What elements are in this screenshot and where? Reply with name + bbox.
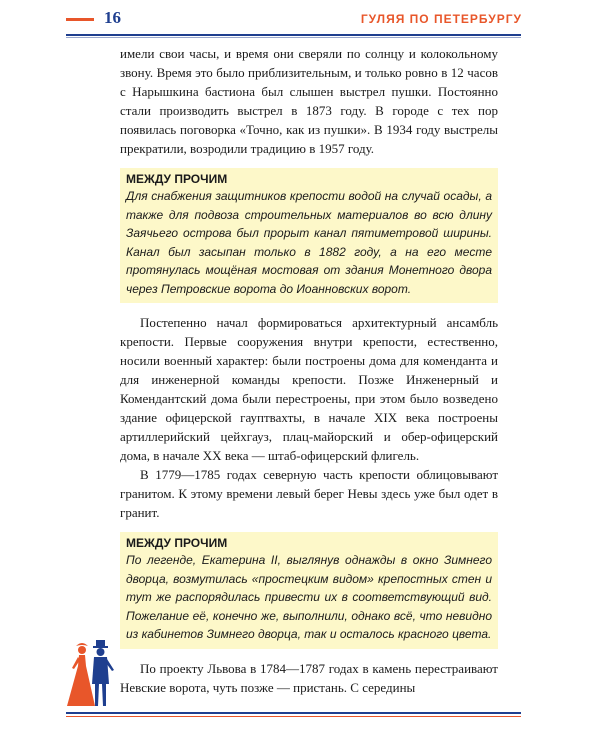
- callout-box-2: [120, 532, 498, 649]
- paragraph-4: По проекту Львова в 1784—1787 годах в камень перестраивают Невские ворота, чуть позже — пристань. С середины: [120, 660, 498, 695]
- callout-text: По легенде, Екатерина II, выглянув однажды в окно Зимнего дворца, возмутилась «простецким видом» крепостных стен и тут же распорядилась привести их в соответствующий вид. Пожелание её, конечно же, выполнили, однако всё, что невидно из кабинетов Зимнего дворца, так и осталось красного цвета.: [126, 553, 492, 641]
- callout-title: МЕЖДУ ПРОЧИМ: [126, 536, 228, 550]
- paragraph-1: имели свои часы, и время они сверяли по солнцу и колокольному звону. Время это было приблизительным, и только ровно в 12 часов с Нарышкина бастиона был слышен выстрел пушки. Постоянно стали производить выстрел в 1873 году. В городе с тех пор появилась поговорка «Точно, как из пушки». В 1934 году выстрелы прекратили, возродили традицию в 1957 году.: [120, 46, 498, 156]
- callout-text: Для снабжения защитников крепости водой на случай осады, а также для подвоза строительных материалов во всю длину Заячьего острова был прорыт канал пятиметровой ширины. Канал был засыпан только в 1882 году, а на его месте протянулась мощёная мостовая от здания Монетного двора через Петровские ворота до Иоанновских ворот.: [126, 189, 492, 296]
- header-rule: [66, 34, 521, 36]
- footer-rule-accent: [66, 716, 521, 717]
- callout-box-1: [120, 168, 498, 303]
- callout-title: МЕЖДУ ПРОЧИМ: [126, 172, 228, 186]
- couple-silhouette-icon: [62, 640, 122, 708]
- header-accent-bar: [66, 18, 94, 21]
- paragraph-3: В 1779—1785 годах северную часть крепости облицовывают гранитом. К этому времени левый берег Невы здесь уже был одет в гранит.: [120, 467, 498, 520]
- page-number: 16: [104, 8, 121, 27]
- running-title: ГУЛЯЯ ПО ПЕТЕРБУРГУ: [360, 12, 522, 26]
- page-body: [120, 44, 498, 697]
- paragraph-2: Постепенно начал формироваться архитектурный ансамбль крепости. Первые сооружения внутри крепости, естественно, носили военный характер: были построены дома для коменданта и для инженерной команды крепости. Позже Инженерный и Комендантский дома были перестроены, при этом было возведено здание офицерской гауптвахты, в начале XIX века построены артиллерийский цейхгауз, плац-майорский и обер-офицерский дома, в начале XX века — штаб-офицерский флигель.: [120, 315, 498, 463]
- footer-rule: [66, 712, 521, 714]
- header-rule-thin: [66, 37, 521, 38]
